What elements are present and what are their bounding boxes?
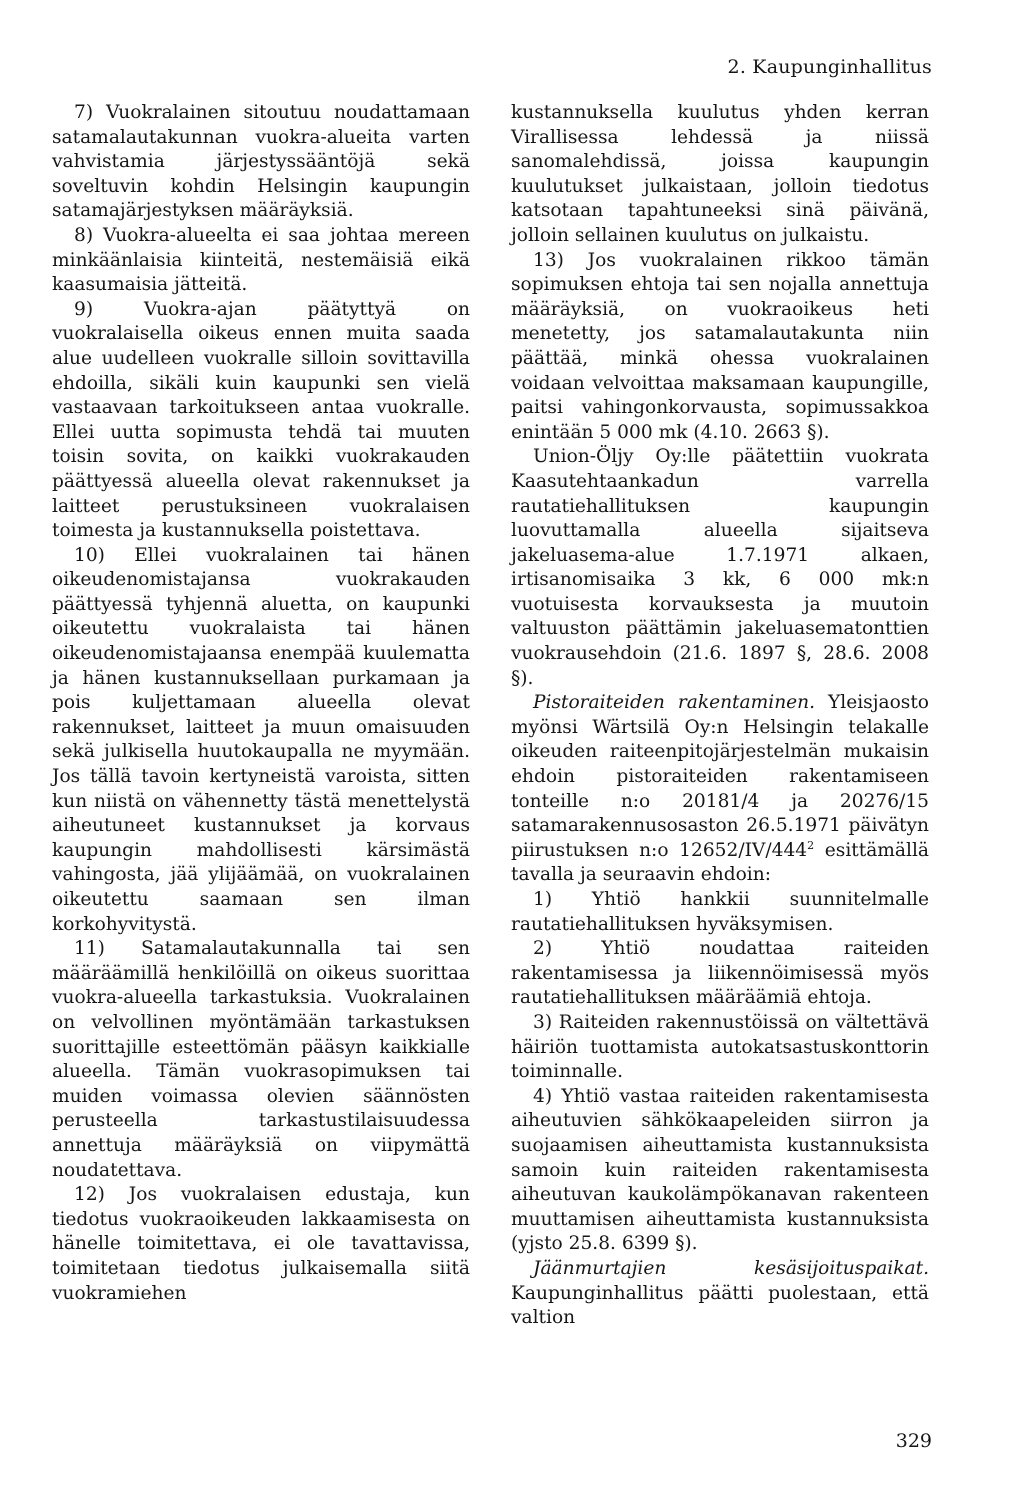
paragraph-12: 12) Jos vuokralaisen edustaja, kun tiedotus vuokraoikeuden lakkaamisesta on hänelle toimitettava, ei ole tavattavissa, toimitetaan tiedotus julkaisemalla siitä vuokramiehen [52,1184,470,1304]
pistoraiteet-text-b: esittämällä tavalla ja seuraavin ehdoin: [511,839,929,886]
running-head: 2. Kaupunginhallitus [727,56,932,78]
paragraph-12-continued: kustannuksella kuulutus yhden kerran Virallisessa lehdessä ja niissä sanomalehdissä, joissa kaupungin kuulutukset julkaistaan, jolloin tiedotus katsotaan tapahtuneeksi sinä päivänä, jolloin sellainen kuulutus on julkaistu. [511,102,929,246]
paragraph-8: 8) Vuokra-alueelta ei saa johtaa mereen minkäänlaisia kiinteitä, nestemäisiä eikä kaasumaisia jätteitä. [52,224,470,296]
paragraph-jaanmurtajat [511,1257,929,1331]
paragraph-union-oljy: Union-Öljy Oy:lle päätettiin vuokrata Kaasutehtaankadun varrella rautatiehallituksen kaupungin luovuttamalla alueella sijaitseva jakeluasema-alue 1.7.1971 alkaen, irtisanomisaika 3 kk, 6 000 mk:n vuotuisesta korvauksesta ja muutoin valtuuston päättämin jakeluasematonttien vuokrausehdoin (21.6. 1897 §, 28.6. 2008 §). [511,446,929,689]
paragraph-7: 7) Vuokralainen sitoutuu noudattamaan satamalautakunnan vuokra-alueita varten vahvistamia järjestyssääntöjä sekä soveltuvin kohdin Helsingin kaupungin satamajärjestyksen määräyksiä. [52,102,470,222]
paragraph-13: 13) Jos vuokralainen rikkoo tämän sopimuksen ehtoja tai sen nojalla annettuja määräyksiä, on vuokraoikeus heti menetetty, jos satamalautakunta niin päättää, minkä ohessa vuokralainen voidaan velvoittaa maksamaan kaupungille, paitsi vahingonkorvausta, sopimussakkoa enintään 5 000 mk (4.10. 2663 §). [511,249,929,443]
paragraph-9: 9) Vuokra-ajan päätyttyä on vuokralaisella oikeus ennen muita saada alue uudelleen vuokralle silloin sovittavilla ehdoilla, sikäli kuin kaupunki sen vielä vastaavaan tarkoitukseen antaa vuokralle. Ellei uutta sopimusta tehdä tai muuten toisin sovita, on kaikki vuokrakauden päättyessä alueella olevat rakennukset ja laitteet perustuksineen vuokralaisen toimesta ja kustannuksella poistettava. [52,298,470,542]
right-column [511,101,929,1331]
condition-4: 4) Yhtiö vastaa raiteiden rakentamisesta aiheutuvien sähkökaapeleiden siirron ja suojaamisen aiheuttamista kustannuksista samoin kuin raiteiden rakentamisesta aiheutuvan kaukolämpökanavan rakenteen muuttamisen aiheuttamista kustannuksista (yjsto 25.8. 6399 §). [511,1085,929,1255]
section-heading-jaanmurtajat: Jäänmurtajien kesäsijoituspaikat. [533,1257,929,1279]
page-number: 329 [895,1430,932,1452]
paragraph-11: 11) Satamalautakunnalla tai sen määräämillä henkilöillä on oikeus suorittaa vuokra-alueella tarkastuksia. Vuokralainen on velvollinen myöntämään tarkastuksen suorittajille esteettömän pääsyn kaikkialle alueella. Tämän vuokrasopimuksen tai muiden voimassa olevien säännösten perusteella tarkastustilaisuudessa annettuja määräyksiä on viipymättä noudatettava. [52,938,470,1181]
paragraph-pistoraiteet [511,691,929,888]
paragraph-10: 10) Ellei vuokralainen tai hänen oikeudenomistajansa vuokrakauden päättyessä tyhjennä aluetta, on kaupunki oikeutettu vuokralaista tai hänen oikeudenomistajaansa enempää kuulematta ja hänen kustannuksellaan purkamaan ja pois kuljettamaan alueella olevat rakennukset, laitteet ja muun omaisuuden sekä julkisella huutokaupalla ne myymään. Jos tällä tavoin kertyneistä varoista, sitten kun niistä on vähennetty tästä menettelystä aiheutuneet kustannukset ja korvaus kaupungin mahdollisesti kärsimästä vahingosta, jää ylijäämää, on vuokralainen oikeutettu saamaan sen ilman korkohyvitystä. [52,544,470,935]
left-column [52,101,470,1306]
jaanmurtajat-text: Kaupunginhallitus päätti puolestaan, että valtion [511,1282,929,1329]
section-heading-pistoraiteet: Pistoraiteiden rakentaminen. [533,692,816,714]
condition-3: 3) Raiteiden rakennustöissä on vältettävä häiriön tuottamista autokatsastuskonttorin toiminnalle. [511,1011,929,1083]
condition-2: 2) Yhtiö noudattaa raiteiden rakentamisessa ja liikennöimisessä myös rautatiehallituksen määräämiä ehtoja. [511,938,929,1009]
condition-1: 1) Yhtiö hankkii suunnitelmalle rautatiehallituksen hyväksymisen. [511,889,929,935]
footnote-superscript: 2 [807,838,815,852]
pistoraiteet-text-a: Yleisjaosto myönsi Wärtsilä Oy:n Helsingin telakalle oikeuden raiteenpitojärjestelmän mukaisin ehdoin pistoraiteiden rakentamiseen tonteille n:o 20181/4 ja 20276/15 satamarakennusosaston 26.5.1971 päivätyn piirustuksen n:o 12652/IV/444 [511,692,929,861]
